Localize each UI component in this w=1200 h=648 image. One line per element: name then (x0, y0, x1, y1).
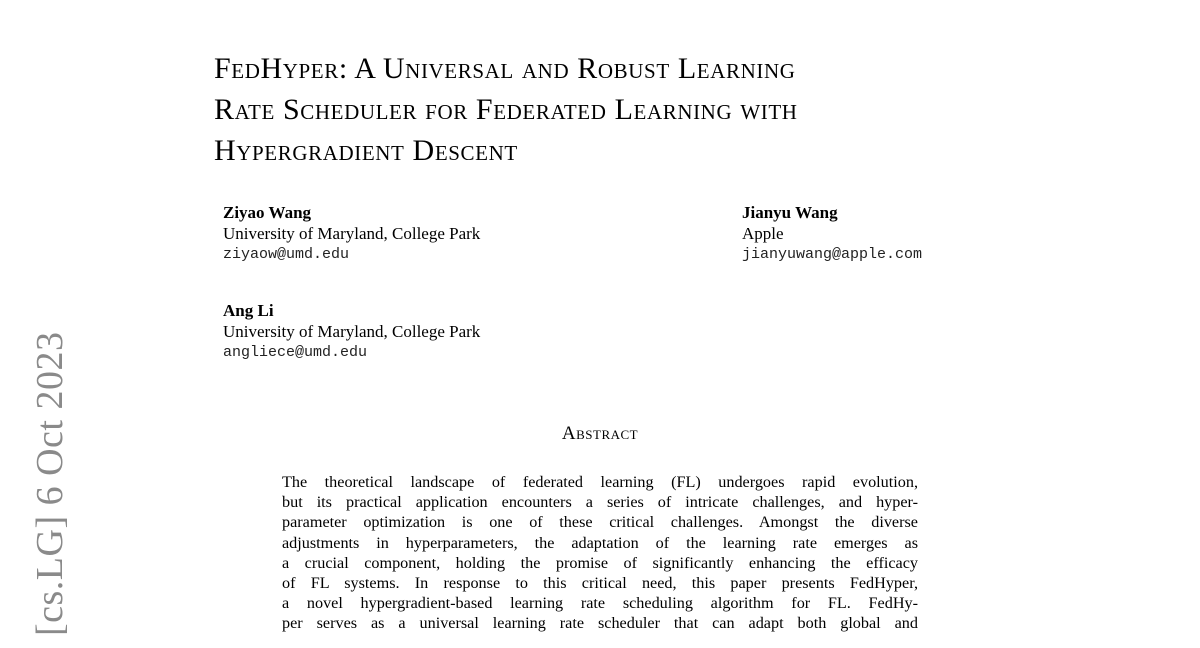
abstract-line: but its practical application encounters a series of intricate challenges, and hyper- (282, 493, 918, 512)
author-block-1 (223, 202, 480, 266)
title-line-3: Hypergradient Descent (214, 134, 518, 167)
author-email[interactable]: ziyaow@umd.edu (223, 246, 350, 263)
author-block-3 (223, 300, 480, 364)
abstract-line: of FL systems. In response to this critical need, this paper presents FedHyper, (282, 574, 918, 593)
author-affiliation: Apple (742, 224, 784, 243)
paper-title (214, 48, 1014, 171)
title-line-2: Rate Scheduler for Federated Learning with (214, 93, 798, 126)
author-email[interactable]: jianyuwang@apple.com (742, 246, 923, 263)
abstract-line: adjustments in hyperparameters, the adaptation of the learning rate emerges as (282, 533, 918, 552)
title-line-1: FedHyper: A Universal and Robust Learning (214, 52, 796, 85)
author-name: Ziyao Wang (223, 203, 312, 222)
abstract-line: parameter optimization is one of these critical challenges. Amongst the diverse (282, 513, 918, 532)
abstract-line: per serves as a universal learning rate scheduler that can adapt both global and (282, 614, 918, 633)
author-affiliation: University of Maryland, College Park (223, 224, 481, 243)
arxiv-stamp-text: [cs.LG] 6 Oct 2023 (29, 331, 71, 636)
author-block-2 (742, 202, 922, 266)
abstract-line: The theoretical landscape of federated learning (FL) undergoes rapid evolution, (282, 473, 918, 491)
abstract-line: a crucial component, holding the promise of significantly enhancing the efficacy (282, 553, 918, 572)
arxiv-side-stamp (26, 322, 74, 638)
author-name: Ang Li (223, 301, 274, 320)
author-email[interactable]: angliece@umd.edu (223, 344, 368, 361)
author-name: Jianyu Wang (742, 203, 838, 222)
abstract-body (282, 472, 918, 634)
abstract-line: a novel hypergradient-based learning rate scheduling algorithm for FL. FedHy- (282, 594, 918, 613)
author-affiliation: University of Maryland, College Park (223, 322, 481, 341)
abstract-heading: Abstract (561, 423, 639, 444)
